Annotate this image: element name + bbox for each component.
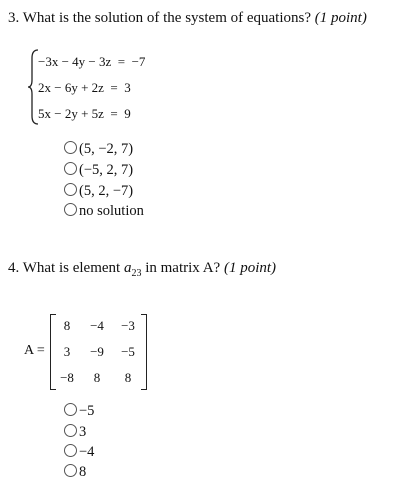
radio-button-icon[interactable] xyxy=(64,141,77,154)
radio-button-icon[interactable] xyxy=(64,183,77,196)
q3-option-2[interactable] xyxy=(64,161,133,179)
q4-option-2[interactable] xyxy=(64,423,86,441)
element-symbol: a xyxy=(123,260,132,276)
radio-button-icon[interactable] xyxy=(64,464,77,477)
q4-option-3[interactable] xyxy=(64,443,94,461)
matrix-cell-3-1: −8 xyxy=(60,370,74,385)
option-label: (5, −2, 7) xyxy=(79,141,134,157)
question-4-text-start: What is element xyxy=(22,260,121,276)
option-label: (−5, 2, 7) xyxy=(79,162,134,178)
question-4-text-end: in matrix A? xyxy=(145,260,221,276)
option-label: 8 xyxy=(79,464,87,480)
radio-button-icon[interactable] xyxy=(64,444,77,457)
question-3-number: 3. xyxy=(8,10,20,26)
radio-button-icon[interactable] xyxy=(64,424,77,437)
element-subscript: 23 xyxy=(131,268,142,279)
question-4-points: (1 point) xyxy=(223,260,277,276)
matrix-cell-3-3: 8 xyxy=(124,370,132,385)
q4-option-1[interactable] xyxy=(64,402,94,420)
option-label: 3 xyxy=(79,424,87,440)
q3-option-1[interactable] xyxy=(64,140,133,158)
matrix-cell-1-3: −3 xyxy=(121,318,135,333)
option-label: no solution xyxy=(79,203,144,219)
option-label: (5, 2, −7) xyxy=(79,183,134,199)
matrix-cell-2-3: −5 xyxy=(121,344,135,359)
q3-option-3[interactable] xyxy=(64,182,133,200)
question-3-text: What is the solution of the system of equations? xyxy=(22,10,312,26)
equation-2: 2x − 6y + 2z = 3 xyxy=(38,80,131,95)
matrix-cell-2-1: 3 xyxy=(63,344,71,359)
question-4-prompt xyxy=(8,260,276,279)
matrix-cell-2-2: −9 xyxy=(90,344,104,359)
matrix-cell-1-1: 8 xyxy=(63,318,71,333)
radio-button-icon[interactable] xyxy=(64,203,77,216)
question-3-prompt xyxy=(8,10,367,27)
q4-option-4[interactable] xyxy=(64,463,86,481)
option-label: −4 xyxy=(79,444,95,460)
equation-3: 5x − 2y + 5z = 9 xyxy=(38,106,131,121)
matrix-label: A = xyxy=(24,343,45,358)
equation-1: −3x − 4y − 3z = −7 xyxy=(38,54,146,69)
matrix-cell-3-2: 8 xyxy=(93,370,101,385)
q3-option-4[interactable] xyxy=(64,202,144,220)
radio-button-icon[interactable] xyxy=(64,162,77,175)
question-4-number: 4. xyxy=(8,260,20,276)
matrix-cell-1-2: −4 xyxy=(90,318,104,333)
option-label: −5 xyxy=(79,403,95,419)
radio-button-icon[interactable] xyxy=(64,403,77,416)
question-3-points: (1 point) xyxy=(314,10,367,26)
